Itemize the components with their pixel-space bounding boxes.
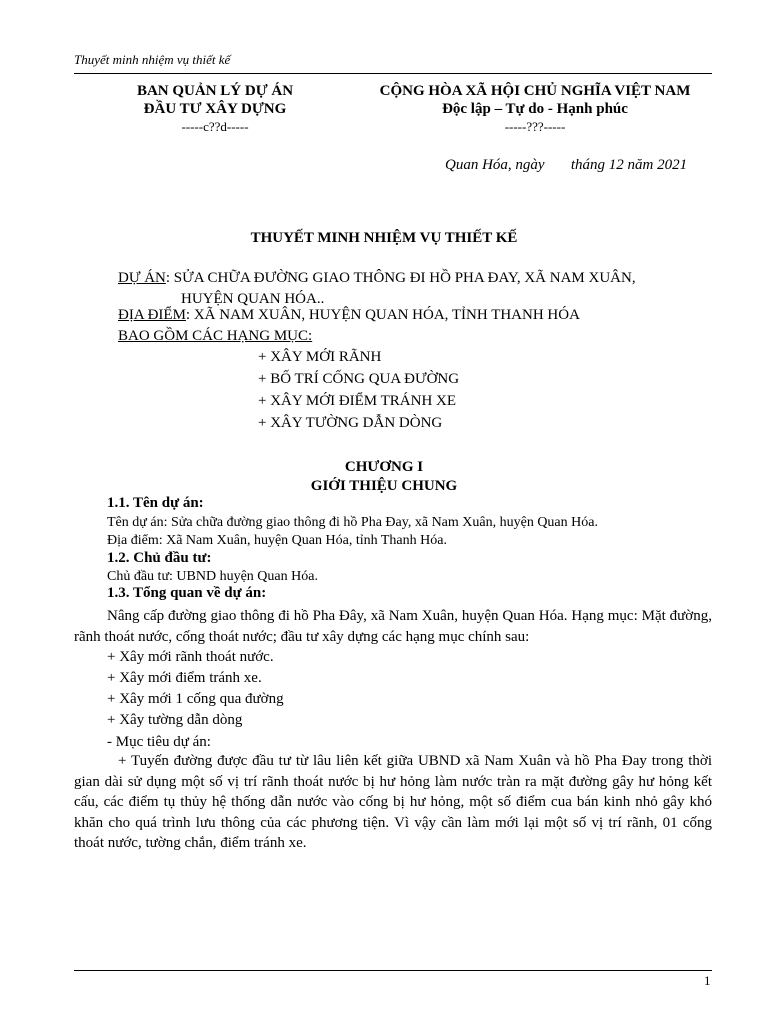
project-item: + XÂY MỚI ĐIỂM TRÁNH XE xyxy=(258,393,457,409)
goal-label: - Mục tiêu dự án: xyxy=(107,734,211,750)
project-label: DỰ ÁN xyxy=(118,270,166,286)
document-date: Quan Hóa, ngày tháng 12 năm 2021 xyxy=(445,157,688,173)
footer-divider xyxy=(74,970,712,971)
investor-text: Chủ đầu tư: UBND huyện Quan Hóa. xyxy=(107,569,318,584)
project-location-text: Địa điểm: Xã Nam Xuân, huyện Quan Hóa, tỉnh Thanh Hóa. xyxy=(107,533,447,548)
project-line xyxy=(118,268,636,289)
section-heading-1-3: 1.3. Tổng quan về dự án: xyxy=(107,585,267,601)
document-title: THUYẾT MINH NHIỆM VỤ THIẾT KẾ xyxy=(250,230,518,246)
nation-name: CỘNG HÒA XÃ HỘI CHỦ NGHĨA VIỆT NAM xyxy=(379,83,691,99)
project-value-line1: : SỬA CHỮA ĐƯỜNG GIAO THÔNG ĐI HỒ PHA ĐAY, XÃ NAM XUÂN, xyxy=(165,270,636,286)
chapter-heading xyxy=(0,458,768,496)
project-value-line2: HUYỆN QUAN HÓA.. xyxy=(181,291,325,307)
header-divider xyxy=(74,73,712,74)
overview-paragraph: Nâng cấp đường giao thông đi hồ Pha Đây, xã Nam Xuân, huyện Quan Hóa. Hạng mục: Mặt đường, rãnh thoát nước, cống thoát nước; đầu tư xây dựng các hạng mục chính sau: xyxy=(74,608,712,645)
overview-item: + Xây mới điểm tránh xe. xyxy=(107,670,262,686)
project-item: + BỐ TRÍ CỐNG QUA ĐƯỜNG xyxy=(258,371,460,387)
org-ornament: -----c??d----- xyxy=(181,119,249,134)
location-line xyxy=(118,305,580,326)
section-heading-1-1: 1.1. Tên dự án: xyxy=(107,495,204,511)
nation-ornament: -----???----- xyxy=(504,119,566,134)
national-motto-block xyxy=(340,82,730,136)
project-item: + XÂY MỚI RÃNH xyxy=(258,349,382,365)
organization-block xyxy=(70,82,360,136)
nation-motto: Độc lập – Tự do - Hạnh phúc xyxy=(442,101,628,117)
goal-paragraph: + Tuyến đường được đầu tư từ lâu liên kết giữa UBND xã Nam Xuân và hồ Pha Đay trong thời gian dài sử dụng một số vị trí rãnh thoát nước bị hư hỏng làm nước tràn ra mặt đường gây hư hỏng kết cấu, các điểm tụ thủy hệ thống dẫn nước vào cống bị hư hỏng, một số điểm cua bán kinh nhỏ gây khó khăn cho quá trình lưu thông của các phương tiện. Vì vậy cần làm mới lại một số vị trí rãnh, 01 cống thoát nước, tường chắn, điểm tránh xe. xyxy=(74,753,712,851)
location-label: ĐỊA ĐIỂM xyxy=(118,307,186,323)
overview-item: + Xây tường dẫn dòng xyxy=(107,712,243,728)
overview-item: + Xây mới 1 cống qua đường xyxy=(107,691,284,707)
chapter-number: CHƯƠNG I xyxy=(344,459,424,475)
items-label: BAO GỒM CÁC HẠNG MỤC: xyxy=(118,328,313,344)
location-value: : XÃ NAM XUÂN, HUYỆN QUAN HÓA, TỈNH THANH HÓA xyxy=(185,307,580,323)
section-heading-1-2: 1.2. Chủ đầu tư: xyxy=(107,550,212,566)
org-name-line2: ĐẦU TƯ XÂY DỰNG xyxy=(143,101,287,117)
project-name-text: Tên dự án: Sửa chữa đường giao thông đi hồ Pha Đay, xã Nam Xuân, huyện Quan Hóa. xyxy=(107,515,598,530)
running-header: Thuyết minh nhiệm vụ thiết kế xyxy=(74,52,231,67)
page-number: 1 xyxy=(704,973,711,988)
overview-item: + Xây mới rãnh thoát nước. xyxy=(107,649,274,665)
org-name-line1: BAN QUẢN LÝ DỰ ÁN xyxy=(136,83,294,99)
chapter-title: GIỚI THIỆU CHUNG xyxy=(310,478,458,494)
project-item: + XÂY TƯỜNG DẪN DÒNG xyxy=(258,415,443,431)
